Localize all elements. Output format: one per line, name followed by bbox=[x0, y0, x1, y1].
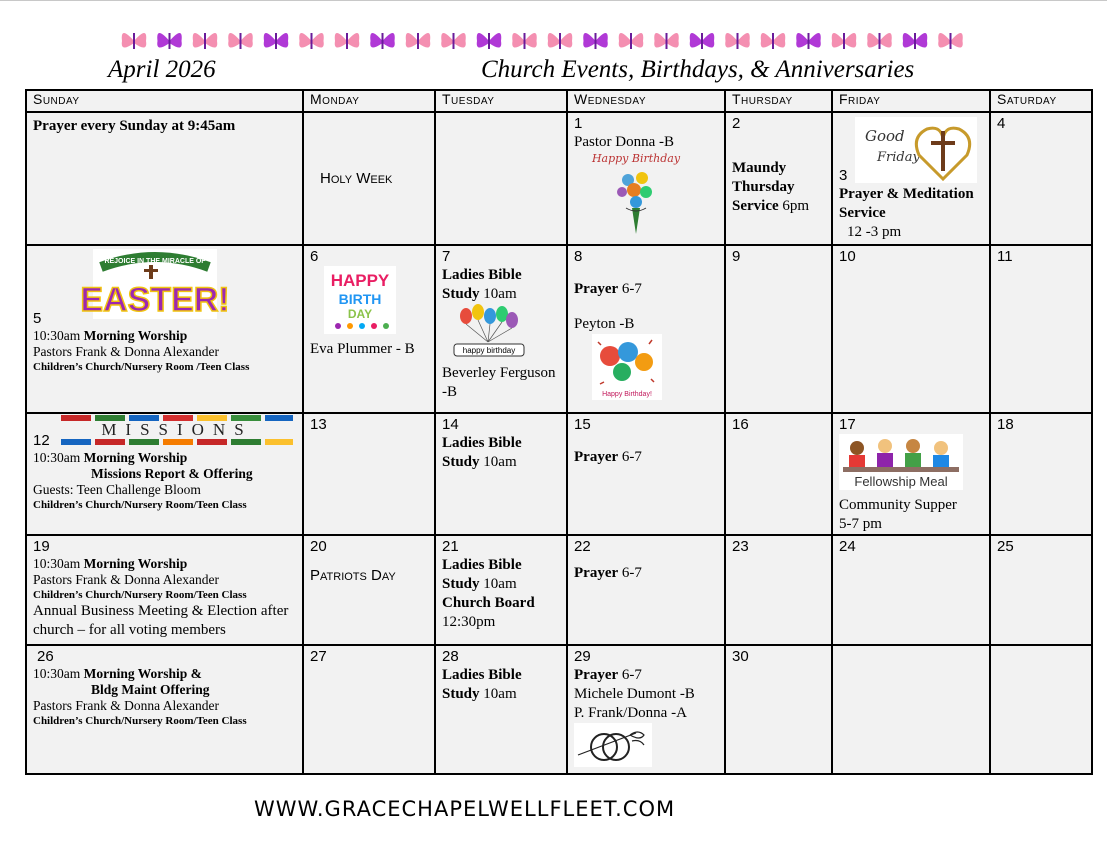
prayer-event: Prayer 6-7 bbox=[574, 667, 642, 683]
day-cell-fri-w4 bbox=[832, 535, 990, 645]
day-cell-mon-w2 bbox=[303, 245, 435, 413]
good-friday-word-2: Friday bbox=[877, 150, 920, 165]
sunday-service-block: 5 10:30am Morning Worship Pastors Frank & Donna Alexander Children’s Church/Nursery Room /Teen Class bbox=[33, 310, 296, 374]
day-cell-sun-w4: 19 10:30am Morning Worship Pastors Frank & Donna Alexander Children’s Church/Nursery Room/Teen Class Annual Business Meeting & Election after church – for all voting members bbox=[26, 535, 303, 645]
day-number: 23 bbox=[732, 538, 749, 555]
balloons-birthday-icon bbox=[444, 304, 532, 358]
day-number: 3 bbox=[839, 167, 848, 184]
day-cell-thu-w5 bbox=[725, 645, 832, 774]
day-cell-wed-w2 bbox=[567, 245, 725, 413]
easter-banner-icon bbox=[80, 249, 230, 319]
butterfly-icon bbox=[193, 33, 218, 49]
top-rule bbox=[0, 0, 1107, 1]
balloons-confetti-caption: Happy Birthday! bbox=[602, 391, 652, 398]
church-board-event: Church Board bbox=[442, 595, 535, 611]
day-cell-fri-w1 bbox=[832, 112, 990, 245]
day-cell-tue-w3 bbox=[435, 413, 567, 535]
week-row-1 bbox=[26, 112, 1092, 245]
day-cell-sat-w3 bbox=[990, 413, 1092, 535]
easter-banner-word: EASTER! bbox=[80, 281, 230, 319]
weekday-friday: Friday bbox=[832, 90, 990, 112]
birthday-entry: Eva Plummer - B bbox=[310, 341, 415, 357]
day-cell-sun-w5: 26 10:30am Morning Worship & Bldg Maint Offering Pastors Frank & Donna Alexander Children’s Church/Nursery Room/Teen Class bbox=[26, 645, 303, 774]
day-number: 8 bbox=[574, 248, 583, 265]
day-cell-fri-w3 bbox=[832, 413, 990, 535]
day-number: 16 bbox=[732, 416, 749, 433]
missions-flags-banner bbox=[61, 415, 293, 445]
day-cell-thu-w3 bbox=[725, 413, 832, 535]
birthday-entry: Pastor Donna -B bbox=[574, 134, 674, 150]
day-cell-tue-w5 bbox=[435, 645, 567, 774]
ladies-bible-study-event: Ladies Bible Study 10am bbox=[442, 667, 522, 702]
butterfly-icon bbox=[583, 33, 608, 49]
day-number: 24 bbox=[839, 538, 856, 555]
prayer-event: Prayer 6-7 bbox=[574, 449, 642, 465]
day-number: 26 bbox=[37, 648, 54, 665]
day-cell-wed-w5 bbox=[567, 645, 725, 774]
butterfly-icon bbox=[832, 33, 857, 49]
birthday-word-birth: BIRTH bbox=[338, 291, 382, 307]
day-cell-mon-w4 bbox=[303, 535, 435, 645]
day-number: 30 bbox=[732, 648, 749, 665]
day-number: 29 bbox=[574, 648, 591, 665]
butterfly-icon bbox=[725, 33, 750, 49]
butterfly-icon bbox=[477, 33, 502, 49]
weekday-thursday: Thursday bbox=[725, 90, 832, 112]
day-cell-thu-w4 bbox=[725, 535, 832, 645]
childrens-church-line: Children’s Church/Nursery Room/Teen Class bbox=[33, 499, 247, 511]
weekday-tuesday: Tuesday bbox=[435, 90, 567, 112]
day-cell-fri-w5 bbox=[832, 645, 990, 774]
day-cell-thu-w2 bbox=[725, 245, 832, 413]
day-number: 7 bbox=[442, 248, 451, 265]
butterfly-icon bbox=[796, 33, 821, 49]
day-number: 22 bbox=[574, 538, 591, 555]
sunday-prayer-note: Prayer every Sunday at 9:45am bbox=[33, 118, 236, 134]
butterfly-icon bbox=[938, 33, 963, 49]
day-cell-sat-w2 bbox=[990, 245, 1092, 413]
day-number: 25 bbox=[997, 538, 1014, 555]
meditation-service-event: Prayer & Meditation Service bbox=[839, 186, 974, 221]
butterfly-icon bbox=[335, 33, 360, 49]
ladies-bible-study-event: Ladies Bible Study 10am bbox=[442, 557, 522, 592]
day-cell-wed-w3 bbox=[567, 413, 725, 535]
butterfly-icon bbox=[619, 33, 644, 49]
butterfly-icon bbox=[548, 33, 573, 49]
bldg-maint-offering-line: Bldg Maint Offering bbox=[91, 682, 210, 697]
calendar-grid bbox=[25, 89, 1093, 775]
butterfly-icon bbox=[370, 33, 395, 49]
maundy-thursday-event: Maundy Thursday Service 6pm bbox=[732, 160, 810, 214]
butterfly-border bbox=[118, 26, 968, 56]
prayer-event: Prayer 6-7 bbox=[574, 565, 642, 581]
calendar-month-title: April 2026 bbox=[108, 56, 216, 83]
day-cell-tue-w1 bbox=[435, 112, 567, 245]
day-number: 13 bbox=[310, 416, 327, 433]
day-cell-tue-w2 bbox=[435, 245, 567, 413]
happy-birthday-script: Happy Birthday bbox=[591, 152, 681, 165]
butterfly-icon bbox=[867, 33, 892, 49]
day-cell-mon-w1 bbox=[303, 112, 435, 245]
butterfly-icon bbox=[903, 33, 928, 49]
weekday-saturday: Saturday bbox=[990, 90, 1092, 112]
day-number: 1 bbox=[574, 115, 583, 132]
childrens-church-line: Children’s Church/Nursery Room /Teen Class bbox=[33, 361, 250, 373]
pastors-line: Pastors Frank & Donna Alexander bbox=[33, 572, 219, 587]
day-number: 5 bbox=[33, 310, 42, 327]
weekday-sunday: Sunday bbox=[26, 90, 303, 112]
holy-week-label: Holy Week bbox=[320, 170, 393, 187]
day-cell-thu-w1 bbox=[725, 112, 832, 245]
meditation-service-time: 12 -3 pm bbox=[847, 224, 902, 240]
butterfly-icon bbox=[512, 33, 537, 49]
butterfly-icon bbox=[761, 33, 786, 49]
weekday-monday: Monday bbox=[303, 90, 435, 112]
calendar-title: Church Events, Birthdays, & Anniversaries bbox=[481, 56, 915, 83]
balloons-confetti-icon bbox=[592, 334, 662, 400]
butterfly-icon bbox=[441, 33, 466, 49]
birthday-entry: Beverley Ferguson -B bbox=[442, 365, 556, 400]
day-cell-mon-w3 bbox=[303, 413, 435, 535]
business-meeting-line: Annual Business Meeting & Election after church – for all voting members bbox=[33, 603, 289, 638]
pastors-line: Pastors Frank & Donna Alexander bbox=[33, 344, 219, 359]
birthday-entry: Peyton -B bbox=[574, 316, 635, 332]
day-cell-sun-w3: MISSIONS 12 10:30am Morning Worship Missions Report & Offering Guests: Teen Challenge Bloom Children’s Church/Nursery Room/Teen Class bbox=[26, 413, 303, 535]
day-number: 18 bbox=[997, 416, 1014, 433]
community-supper-time: 5-7 pm bbox=[839, 516, 882, 532]
day-number: 2 bbox=[732, 115, 741, 132]
ladies-bible-study-event: Ladies Bible Study 10am bbox=[442, 267, 522, 302]
day-number: 19 bbox=[33, 538, 50, 555]
good-friday-cross-icon bbox=[855, 117, 977, 183]
week-row-3 bbox=[26, 413, 1092, 535]
balloons-caption: happy birthday bbox=[462, 346, 516, 355]
missions-word: MISSIONS bbox=[101, 420, 253, 439]
day-number: 21 bbox=[442, 538, 459, 555]
day-number: 9 bbox=[732, 248, 741, 265]
butterfly-icon bbox=[122, 33, 147, 49]
day-number: 14 bbox=[442, 416, 459, 433]
day-cell-tue-w4 bbox=[435, 535, 567, 645]
day-number: 6 bbox=[310, 248, 319, 265]
childrens-church-line: Children’s Church/Nursery Room/Teen Class bbox=[33, 715, 247, 727]
day-cell-wed-w4 bbox=[567, 535, 725, 645]
butterfly-icon bbox=[654, 33, 679, 49]
missions-report-line: Missions Report & Offering bbox=[91, 466, 253, 481]
guests-line: Guests: Teen Challenge Bloom bbox=[33, 482, 201, 497]
easter-banner-tagline: REJOICE IN THE MIRACLE OF bbox=[104, 258, 206, 265]
church-board-time: 12:30pm bbox=[442, 614, 496, 630]
day-number: 17 bbox=[839, 416, 856, 433]
patriots-day-label: Patriots Day bbox=[310, 567, 396, 584]
week-row-2 bbox=[26, 245, 1092, 413]
childrens-church-line: Children’s Church/Nursery Room/Teen Class bbox=[33, 589, 247, 601]
wedding-rings-icon bbox=[574, 723, 652, 767]
ladies-bible-study-event: Ladies Bible Study 10am bbox=[442, 435, 522, 470]
birthday-entry: Michele Dumont -B bbox=[574, 686, 695, 702]
fellowship-meal-caption: Fellowship Meal bbox=[854, 474, 948, 489]
day-number: 20 bbox=[310, 538, 327, 555]
day-cell-sun-w2 bbox=[26, 245, 303, 413]
day-number: 15 bbox=[574, 416, 591, 433]
day-number: 4 bbox=[997, 115, 1006, 132]
day-cell-sun-w1 bbox=[26, 112, 303, 245]
week-row-4 bbox=[26, 535, 1092, 645]
day-number: 28 bbox=[442, 648, 459, 665]
butterfly-icon bbox=[690, 33, 715, 49]
prayer-event: Prayer 6-7 bbox=[574, 281, 642, 297]
day-cell-mon-w5 bbox=[303, 645, 435, 774]
weekday-wednesday: Wednesday bbox=[567, 90, 725, 112]
good-friday-word-1: Good bbox=[865, 127, 905, 145]
day-cell-sat-w4 bbox=[990, 535, 1092, 645]
day-number: 12 bbox=[33, 432, 50, 449]
bouquet-birthday-icon bbox=[591, 152, 681, 238]
week-row-5 bbox=[26, 645, 1092, 774]
day-cell-fri-w2 bbox=[832, 245, 990, 413]
butterfly-icon bbox=[228, 33, 253, 49]
birthday-word-day: DAY bbox=[347, 307, 373, 321]
church-website: WWW.GRACECHAPELWELLFLEET.COM bbox=[254, 797, 676, 821]
day-cell-sat-w5 bbox=[990, 645, 1092, 774]
pastors-line: Pastors Frank & Donna Alexander bbox=[33, 698, 219, 713]
day-number: 11 bbox=[997, 248, 1013, 265]
butterfly-icon bbox=[406, 33, 431, 49]
day-cell-sat-w1 bbox=[990, 112, 1092, 245]
day-number: 27 bbox=[310, 648, 327, 665]
fellowship-meal-icon bbox=[839, 434, 963, 490]
day-number: 10 bbox=[839, 248, 856, 265]
day-cell-wed-w1 bbox=[567, 112, 725, 245]
community-supper-event: Community Supper bbox=[839, 497, 957, 513]
happy-birthday-icon bbox=[324, 266, 396, 334]
butterfly-icon bbox=[264, 33, 289, 49]
butterfly-icon bbox=[299, 33, 324, 49]
anniversary-entry: P. Frank/Donna -A bbox=[574, 705, 687, 721]
weekday-header-row bbox=[26, 90, 1092, 112]
butterfly-icon bbox=[157, 33, 182, 49]
birthday-word-happy: HAPPY bbox=[330, 271, 390, 290]
